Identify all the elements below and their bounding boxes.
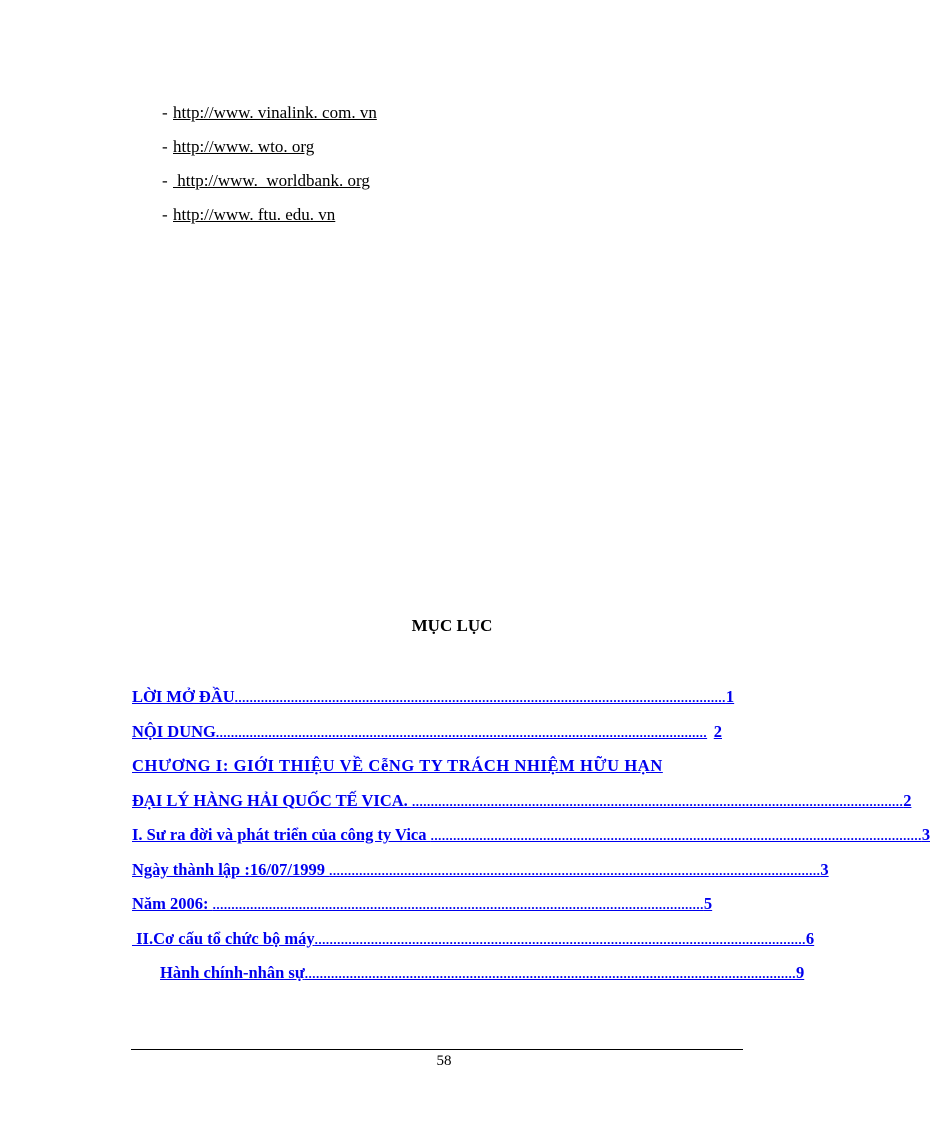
toc-heading: MỤC LỤC — [411, 616, 493, 635]
toc-page-number: 6 — [805, 928, 815, 948]
reference-link-ftu[interactable]: http://www. ftu. edu. vn — [173, 205, 336, 224]
toc-entry-noi-dung[interactable] — [132, 719, 722, 754]
reference-link-worldbank[interactable]: http://www. worldbank. org — [173, 171, 370, 190]
toc-entry-text: ĐẠI LÝ HÀNG HẢI QUỐC TẾ VICA. — [132, 790, 412, 810]
page-number: 58 — [436, 1053, 452, 1069]
toc-entry-text: II.Cơ cấu tổ chức bộ máy — [132, 928, 315, 948]
toc-leader-dots: ................................................................................................................................... — [411, 793, 904, 809]
bullet-dash: - — [162, 137, 168, 156]
footer-divider — [131, 1049, 743, 1050]
toc-page-number: 1 — [725, 687, 735, 706]
reference-list — [162, 101, 377, 237]
bullet-dash: - — [162, 205, 168, 224]
toc-page-number: 3 — [921, 825, 930, 844]
toc-entry-text: Ngày thành lập :16/07/1999 — [132, 859, 330, 879]
toc-leader-dots: ................................................................................................................................... — [329, 862, 821, 878]
toc-entry-text: Hành chính-nhân sự — [160, 963, 305, 982]
toc-leader-dots: ................................................................................................................................... — [304, 966, 796, 981]
reference-item — [162, 203, 377, 237]
toc-entry-ngay-thanh-lap[interactable] — [132, 857, 829, 892]
toc-entry-chuong-1[interactable] — [132, 753, 722, 788]
reference-item — [162, 101, 377, 135]
toc-leader-dots: ................................................................................................................................... — [234, 690, 726, 705]
toc-entry-nam-2006[interactable] — [132, 891, 713, 926]
toc-entry-su-ra-doi[interactable] — [132, 822, 930, 857]
toc-leader-dots: ................................................................................................................................... — [212, 897, 704, 912]
toc-entry-text: LỜI MỞ ĐẦU — [132, 687, 235, 706]
reference-item — [162, 135, 377, 169]
toc-page-number: 2 — [903, 790, 912, 810]
toc-entry-text: Năm 2006: — [132, 894, 213, 913]
toc-entry-loi-mo-dau[interactable] — [132, 684, 735, 719]
bullet-dash: - — [162, 103, 168, 122]
bullet-dash: - — [162, 171, 168, 190]
toc-leader-dots: ................................................................................................................................... — [215, 724, 708, 740]
toc-page-number: 5 — [703, 894, 713, 913]
toc-entry-text: NỘI DUNG — [132, 721, 216, 741]
toc-page-number: 3 — [820, 859, 829, 879]
toc-page-number: 9 — [795, 963, 805, 982]
toc-leader-dots: ................................................................................................................................... — [314, 931, 806, 947]
toc-entry-chuong-1-cont[interactable] — [132, 788, 912, 823]
table-of-contents — [132, 684, 930, 995]
reference-item — [162, 169, 377, 203]
toc-entry-hanh-chinh-nhan-su[interactable] — [132, 960, 805, 995]
reference-link-wto[interactable]: http://www. wto. org — [173, 137, 315, 156]
toc-leader-dots: ................................................................................................................................... — [430, 828, 922, 843]
toc-entry-text: CHƯƠNG I: GIỚI THIỆU VỀ CễNG TY TRÁCH NHIỆM HỮU HẠN — [132, 756, 663, 775]
toc-entry-text: I. Sư ra đời và phát triển của công ty Vica — [132, 825, 431, 844]
toc-entry-co-cau-to-chuc[interactable] — [132, 926, 815, 961]
reference-link-vinalink[interactable]: http://www. vinalink. com. vn — [173, 103, 377, 122]
toc-page-number: 2 — [713, 721, 722, 741]
